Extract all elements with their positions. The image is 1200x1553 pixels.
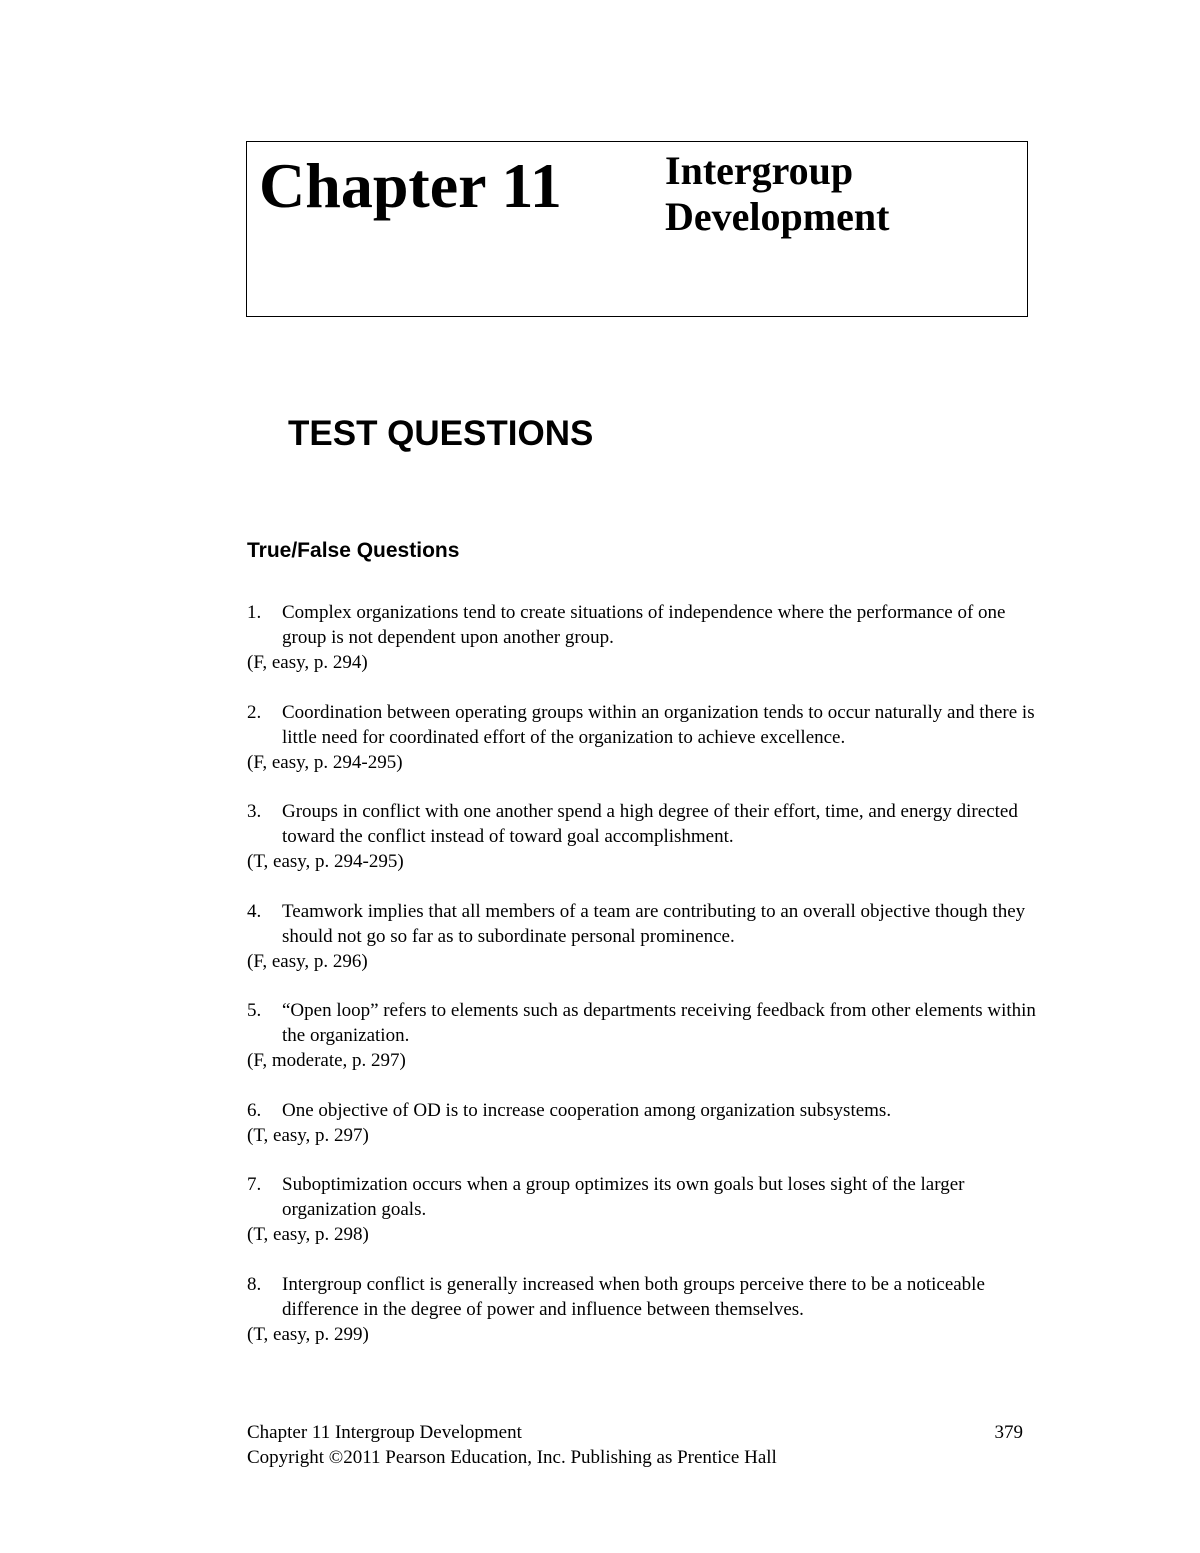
question-text: “Open loop” refers to elements such as departments receiving feedback from other elements within the organization.	[282, 1000, 1036, 1046]
question-text: Intergroup conflict is generally increased when both groups perceive there to be a noticeable difference in the degree of power and influence between themselves.	[282, 1273, 985, 1320]
question-answer-meta: (F, moderate, p. 297)	[247, 1050, 406, 1071]
question-text: Complex organizations tend to create situations of independence where the performance of one group is not dependent upon another group.	[282, 602, 1006, 648]
question-answer-meta: (F, easy, p. 294)	[247, 652, 368, 673]
question-answer-meta: (T, easy, p. 294-295)	[247, 851, 404, 872]
question-number: 8.	[247, 1273, 262, 1295]
chapter-title	[665, 148, 889, 240]
chapter-number: Chapter 11	[259, 150, 562, 221]
question-answer-meta: (T, easy, p. 298)	[247, 1224, 369, 1245]
question-number: 3.	[247, 801, 262, 822]
chapter-header-box	[246, 141, 1028, 317]
chapter-title-line-2: Development	[665, 194, 890, 239]
footer-copyright: Copyright ©2011 Pearson Education, Inc. Publishing as Prentice Hall	[247, 1447, 777, 1468]
footer-chapter-line: Chapter 11 Intergroup Development	[247, 1422, 522, 1443]
question-item	[247, 700, 1037, 775]
question-number: 6.	[247, 1099, 262, 1121]
question-answer-meta: (F, easy, p. 296)	[247, 950, 368, 972]
question-item	[247, 1272, 1037, 1347]
question-item	[247, 1172, 1037, 1247]
question-item	[247, 1098, 1037, 1148]
page-footer	[247, 1420, 1023, 1470]
question-number: 5.	[247, 1000, 262, 1021]
question-answer-meta: (F, easy, p. 294-295)	[247, 751, 403, 773]
true-false-section-heading: True/False Questions	[247, 539, 460, 562]
question-number: 2.	[247, 701, 262, 723]
question-item	[247, 600, 1037, 675]
question-item	[247, 899, 1037, 974]
question-answer-meta: (T, easy, p. 297)	[247, 1124, 369, 1146]
question-text: One objective of OD is to increase cooperation among organization subsystems.	[282, 1099, 892, 1121]
question-number: 1.	[247, 602, 262, 623]
question-number: 7.	[247, 1174, 262, 1195]
question-item	[247, 799, 1037, 874]
question-number: 4.	[247, 900, 262, 922]
question-text: Groups in conflict with one another spend a high degree of their effort, time, and energy directed toward the conflict instead of toward goal accomplishment.	[282, 801, 1018, 847]
page-number: 379	[994, 1422, 1023, 1443]
question-text: Teamwork implies that all members of a team are contributing to an overall objective though they should not go so far as to subordinate personal prominence.	[282, 900, 1026, 947]
question-text: Suboptimization occurs when a group optimizes its own goals but loses sight of the larger organization goals.	[282, 1174, 965, 1220]
question-list	[247, 600, 1037, 1371]
test-questions-heading: TEST QUESTIONS	[288, 414, 594, 453]
question-answer-meta: (T, easy, p. 299)	[247, 1323, 369, 1345]
question-text: Coordination between operating groups within an organization tends to occur naturally and there is little need for coordinated effort of the organization to achieve excellence.	[282, 701, 1035, 748]
question-item	[247, 998, 1037, 1073]
chapter-title-line-1: Intergroup	[665, 148, 854, 193]
